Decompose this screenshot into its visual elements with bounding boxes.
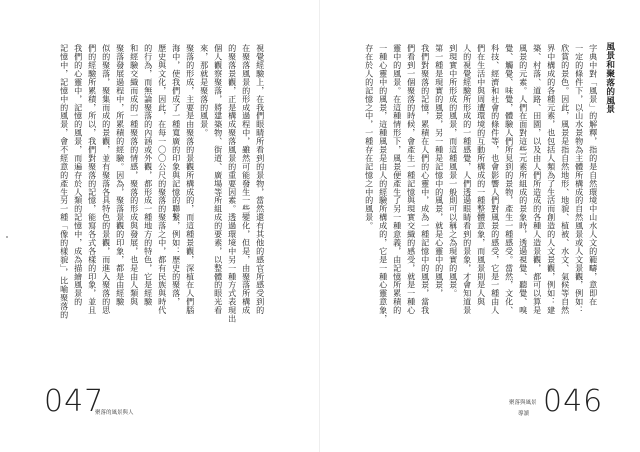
left-column: 歷史與文化，因此，在每一〇〇公尺的聚落的聚落之中，都有民族與時代 bbox=[157, 44, 168, 315]
left-column: 聚落發展過程中，所累積的經驗。因為，聚落景觀的印象，都是由經驗 bbox=[115, 44, 126, 306]
right-column: 界中構成的各種元素，也包括人類為了生活而創造的人文景觀，例如：建 bbox=[546, 44, 557, 315]
running-head-right-sub: 導讀 bbox=[518, 411, 530, 417]
page-number-left: 047 bbox=[44, 384, 105, 419]
right-column: 科技、經濟和社會的條件等，也會影響人們對風景的感受，它是一種由人 bbox=[490, 44, 501, 315]
right-column: 們看到一個聚落的時候，會產生一種記憶與現實交織的感受，就是一種心 bbox=[406, 44, 417, 315]
left-column: 在聚落風景的形成過程中，雖然可能發生一些變化，但是，由聚落所構成 bbox=[241, 44, 252, 315]
right-column: 風景的元素。人們在面對這些元素所組成的景象時，透過視覺、聽覺、嗅 bbox=[518, 44, 529, 315]
right-column: 欣賞的景色。因此，風景是指自然地形、地貌、植被、水文、氣候等自然 bbox=[560, 44, 571, 315]
left-column: 視覺經驗上，在我們眼睛所看到的景物，當然還有其他的感官所感受到的 bbox=[255, 44, 266, 315]
running-head-left: 聚落的風景與人 bbox=[95, 410, 134, 416]
left-column: 個人觀察聚落，將建築物、街道、廣場等所組成的要素，以整體的眼光看 bbox=[213, 44, 224, 315]
right-column: 們在生活中與周遭環境的互動所構成的一種整體意象，而風景則是人與 bbox=[476, 44, 487, 306]
left-column: 們的經驗所累積，所以，我們對聚落的記憶，能寫各式各樣的印象，並且 bbox=[87, 44, 98, 315]
left-column: 聚落的形成，主要是由聚落的景觀所構成的，而這種景觀，深植在人們腦 bbox=[185, 44, 196, 315]
right-column: 存在於人的記憶之中，一種存在記憶之中的風景。 bbox=[364, 44, 375, 230]
right-column: 第一種是現實的風景，另一種是記憶中的風景，就是心靈中的風景， bbox=[434, 44, 445, 298]
right-column: 覺、觸覺、味覺，體驗人們所見到的景物，產生一種感受。當然，文化、 bbox=[504, 44, 515, 315]
page-number-right: 046 bbox=[543, 384, 604, 419]
right-column: 字典中對「風景」的解釋，指的是自然環境中山水人文的範疇，意即在 bbox=[588, 44, 599, 306]
left-column: 的行為，而無論聚落的內涵或外觀，都形成一種地方的特色，它是經驗 bbox=[143, 44, 154, 306]
left-column: 我們的心靈中，記憶的風景，而遍存於人類的記憶中，成為描繪風景的 bbox=[73, 44, 84, 306]
section-heading: 風景和聚落的風景 bbox=[604, 42, 615, 114]
right-column: 一定的條件下，以山水景物為主體所構成的自然風景或人文景觀，例如： bbox=[574, 44, 585, 315]
right-column: 築、村落、道路、田園，以及由人們所造成的各種人造景觀，都可以算是 bbox=[532, 44, 543, 315]
left-column: 和經驗交織而成的一種聚落的情感，聚落的形成與發展，也是由人類與 bbox=[129, 44, 140, 306]
left-column: 海中，使我們成了一種寬廣的印象與記憶的聯繫，例如：歷史的聚落， bbox=[171, 44, 182, 306]
left-column: 記憶中，記憶中的風景，會不經意的產生另一種「像的樣貌」，比喻聚落的 bbox=[59, 44, 70, 319]
right-column: 到現實中所形成的風景，而這種風景一般則可以稱之為現實的風景。 bbox=[448, 44, 459, 298]
running-head-right: 聚落與風景 bbox=[509, 400, 537, 406]
left-column: 的聚落景觀，正是構成聚落風景的重要因素。透過環境中另一種方式表現出 bbox=[227, 44, 238, 323]
right-page bbox=[320, 0, 640, 452]
left-column: 似的聚落，聚集而成的景觀，並有聚落各具特色的景觀，而進入聚落的思 bbox=[101, 44, 112, 315]
left-column: 來，那就是聚落的風景。 bbox=[199, 44, 210, 137]
right-column: 一種心靈中的風景，這種風景是由人的經驗所構成的，它是一種心靈意象， bbox=[378, 44, 389, 323]
right-column: 靈中的風景。在這種情形下，風景便產生了另一種意義，由記憶所累積的 bbox=[392, 44, 403, 315]
right-column: 我們對聚落的記憶，累積在人們的心靈中，成為一種記憶中的風景，當我 bbox=[420, 44, 431, 315]
right-column: 人的視覺經驗所形成的一種感覺，人們透過眼睛看到的景象，才會知道景 bbox=[462, 44, 473, 315]
